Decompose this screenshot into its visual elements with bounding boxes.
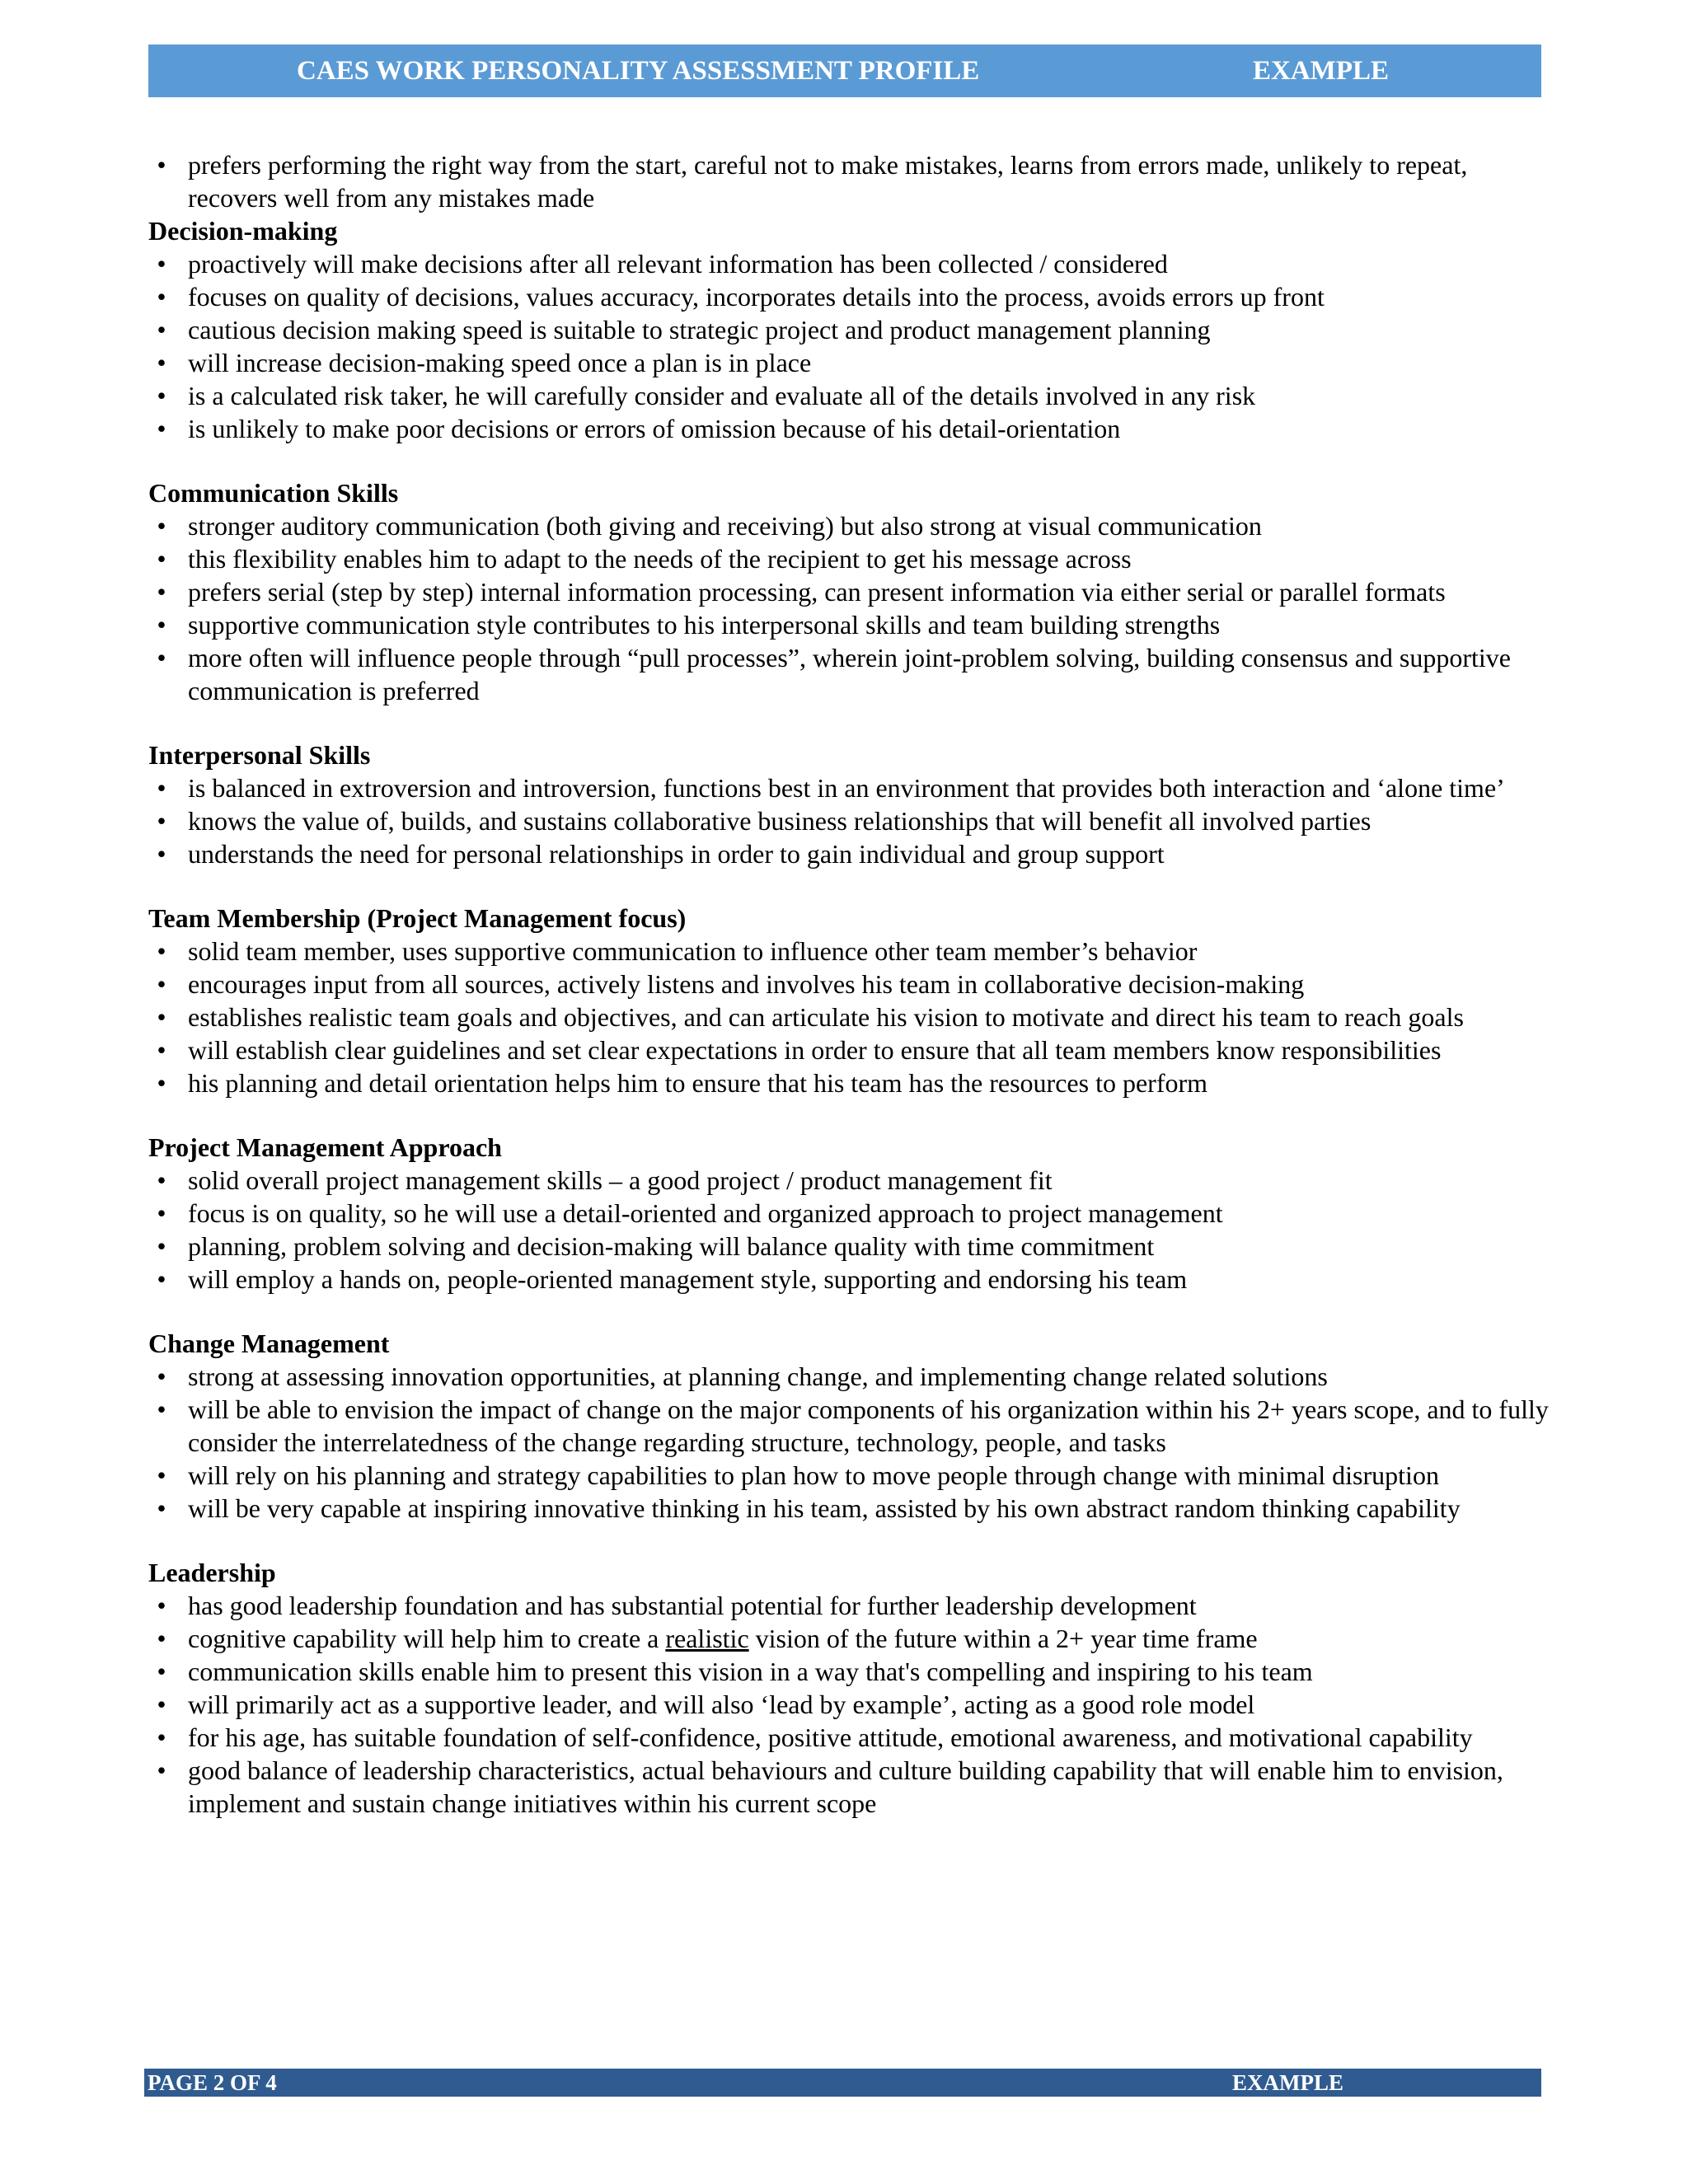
bullet-text: more often will influence people through “pull processes”, wherein joint-problem solving, building consensus and supportive communication is preferred <box>188 643 1511 705</box>
section-heading: Communication Skills <box>148 478 399 508</box>
bullet-icon: • <box>157 1657 166 1686</box>
bullet-text: good balance of leadership characteristics, actual behaviours and culture building capability that will enable him to envision, implement and sustain change initiatives within his current scope <box>188 1755 1503 1818</box>
bullet-list <box>148 935 1550 1099</box>
bullet-icon: • <box>157 1068 166 1098</box>
footer-example-tag: EXAMPLE <box>1232 2070 1343 2095</box>
bullet-icon: • <box>157 1264 166 1294</box>
bullet-text: encourages input from all sources, actively listens and involves his team in collaborative decision-making <box>188 969 1305 999</box>
bullet-item <box>148 1033 1550 1066</box>
bullet-icon: • <box>157 315 166 344</box>
text-segment: cognitive capability will help him to create a <box>188 1624 666 1653</box>
bullet-icon: • <box>157 1394 166 1424</box>
bullet-text: prefers serial (step by step) internal information processing, can present information via either serial or parallel formats <box>188 577 1446 607</box>
bullet-item <box>148 542 1550 575</box>
bullet-item <box>148 1622 1550 1655</box>
bullet-icon: • <box>157 414 166 443</box>
text-segment: vision of the future within a 2+ year time frame <box>748 1624 1258 1653</box>
bullet-text: communication skills enable him to present this vision in a way that's compelling and inspiring to his team <box>188 1657 1313 1686</box>
bullet-item <box>148 509 1550 542</box>
intro-bullet-list <box>148 148 1550 214</box>
bullet-item <box>148 1230 1550 1263</box>
bullet-text: his planning and detail orientation helps him to ensure that his team has the resources to perform <box>188 1068 1208 1098</box>
section-change-management <box>148 1327 1550 1525</box>
bullet-item <box>148 1263 1550 1296</box>
bullet-icon: • <box>157 249 166 279</box>
bullet-icon: • <box>157 511 166 541</box>
bullet-item <box>148 1721 1550 1754</box>
bullet-text: understands the need for personal relationships in order to gain individual and group support <box>188 839 1165 869</box>
bullet-icon: • <box>157 1198 166 1228</box>
bullet-icon: • <box>157 1722 166 1752</box>
bullet-list <box>148 509 1550 707</box>
bullet-icon: • <box>157 1361 166 1391</box>
bullet-item <box>148 1492 1550 1525</box>
bullet-item <box>148 346 1550 379</box>
bullet-item <box>148 1197 1550 1230</box>
bullet-icon: • <box>157 839 166 869</box>
document-body <box>148 148 1550 1851</box>
bullet-item <box>148 412 1550 445</box>
bullet-item <box>148 1754 1550 1820</box>
section-project-management-approach <box>148 1131 1550 1296</box>
bullet-text: this flexibility enables him to adapt to the needs of the recipient to get his message across <box>188 544 1132 574</box>
bullet-text: focuses on quality of decisions, values accuracy, incorporates details into the process, avoids errors up front <box>188 282 1325 312</box>
bullet-icon: • <box>157 282 166 312</box>
bullet-item <box>148 1655 1550 1688</box>
page-number: PAGE 2 OF 4 <box>148 2070 277 2095</box>
bullet-icon: • <box>157 577 166 607</box>
bullet-icon: • <box>157 806 166 836</box>
bullet-text: strong at assessing innovation opportunities, at planning change, and implementing change related solutions <box>188 1361 1328 1391</box>
bullet-icon: • <box>157 969 166 999</box>
section-communication-skills <box>148 476 1550 707</box>
bullet-list <box>148 771 1550 870</box>
bullet-text: will be able to envision the impact of change on the major components of his organization within his 2+ years scope, and to fully consider the interrelatedness of the change regarding structure, technology, people, and tasks <box>188 1394 1549 1457</box>
bullet-item <box>148 247 1550 280</box>
bullet-icon: • <box>157 936 166 966</box>
bullet-item <box>148 1066 1550 1099</box>
bullet-list <box>148 247 1550 445</box>
bullet-text: proactively will make decisions after all relevant information has been collected / considered <box>188 249 1168 279</box>
bullet-icon: • <box>157 1165 166 1195</box>
bullet-list <box>148 1589 1550 1820</box>
section-heading: Leadership <box>148 1558 276 1587</box>
bullet-text: will establish clear guidelines and set clear expectations in order to ensure that all team members know responsibilities <box>188 1035 1442 1065</box>
bullet-icon: • <box>157 1690 166 1719</box>
section-team-membership-project-management-focus <box>148 902 1550 1099</box>
bullet-item <box>148 771 1550 804</box>
bullet-icon: • <box>157 1755 166 1785</box>
bullet-text: will rely on his planning and strategy capabilities to plan how to move people through change with minimal disruption <box>188 1460 1439 1490</box>
bullet-text: focus is on quality, so he will use a detail-oriented and organized approach to project management <box>188 1198 1223 1228</box>
bullet-item <box>148 1459 1550 1492</box>
bullet-item <box>148 1360 1550 1393</box>
bullet-text: will increase decision-making speed once a plan is in place <box>188 348 812 377</box>
underlined-word: realistic <box>665 1624 749 1653</box>
bullet-icon: • <box>157 610 166 640</box>
bullet-item <box>148 804 1550 837</box>
bullet-text: will be very capable at inspiring innovative thinking in his team, assisted by his own abstract random thinking capability <box>188 1493 1461 1523</box>
bullet-icon: • <box>157 643 166 673</box>
bullet-item <box>148 280 1550 313</box>
bullet-item <box>148 641 1550 707</box>
bullet-icon: • <box>157 381 166 410</box>
bullet-icon: • <box>157 1035 166 1065</box>
bullet-item <box>148 575 1550 608</box>
bullet-icon: • <box>157 544 166 574</box>
bullet-item <box>148 1688 1550 1721</box>
section-heading: Team Membership (Project Management focus) <box>148 903 687 933</box>
bullet-item <box>148 379 1550 412</box>
bullet-text: planning, problem solving and decision-making will balance quality with time commitment <box>188 1231 1155 1261</box>
bullet-text: cautious decision making speed is suitable to strategic project and product management planning <box>188 315 1211 344</box>
bullet-item <box>148 148 1550 214</box>
bullet-item <box>148 1164 1550 1197</box>
bullet-text: is balanced in extroversion and introversion, functions best in an environment that provides both interaction and ‘alone time’ <box>188 773 1505 803</box>
bullet-text: has good leadership foundation and has substantial potential for further leadership development <box>188 1591 1197 1620</box>
bullet-item <box>148 1589 1550 1622</box>
bullet-item <box>148 1001 1550 1033</box>
bullet-item <box>148 1393 1550 1459</box>
bullet-text: is unlikely to make poor decisions or errors of omission because of his detail-orientation <box>188 414 1121 443</box>
header-bar <box>148 45 1541 97</box>
bullet-text <box>188 1624 1258 1653</box>
bullet-text: establishes realistic team goals and objectives, and can articulate his vision to motivate and direct his team to reach goals <box>188 1002 1464 1032</box>
document-title: CAES WORK PERSONALITY ASSESSMENT PROFILE <box>297 56 980 86</box>
bullet-icon: • <box>157 150 166 180</box>
bullet-list <box>148 1360 1550 1525</box>
footer-bar <box>144 2069 1541 2097</box>
section-decision-making <box>148 214 1550 445</box>
bullet-text: stronger auditory communication (both giving and receiving) but also strong at visual communication <box>188 511 1262 541</box>
section-interpersonal-skills <box>148 738 1550 870</box>
bullet-icon: • <box>157 1460 166 1490</box>
bullet-text: solid overall project management skills – a good project / product management fit <box>188 1165 1053 1195</box>
bullet-text: will employ a hands on, people-oriented management style, supporting and endorsing his team <box>188 1264 1188 1294</box>
bullet-text: prefers performing the right way from the start, careful not to make mistakes, learns from errors made, unlikely to repeat, recovers well from any mistakes made <box>188 150 1468 213</box>
bullet-list <box>148 1164 1550 1296</box>
bullet-icon: • <box>157 348 166 377</box>
section-heading: Interpersonal Skills <box>148 740 371 770</box>
bullet-text: will primarily act as a supportive leader, and will also ‘lead by example’, acting as a good role model <box>188 1690 1255 1719</box>
bullet-text: knows the value of, builds, and sustains collaborative business relationships that will benefit all involved parties <box>188 806 1372 836</box>
bullet-text: supportive communication style contributes to his interpersonal skills and team building strengths <box>188 610 1221 640</box>
bullet-item <box>148 608 1550 641</box>
bullet-text: is a calculated risk taker, he will carefully consider and evaluate all of the details involved in any risk <box>188 381 1256 410</box>
bullet-item <box>148 935 1550 968</box>
section-heading: Decision-making <box>148 216 338 246</box>
bullet-icon: • <box>157 773 166 803</box>
header-example-tag: EXAMPLE <box>1253 56 1389 86</box>
bullet-item <box>148 837 1550 870</box>
section-leadership <box>148 1556 1550 1820</box>
bullet-icon: • <box>157 1591 166 1620</box>
section-heading: Change Management <box>148 1329 390 1358</box>
bullet-text: for his age, has suitable foundation of self-confidence, positive attitude, emotional awareness, and motivational capability <box>188 1722 1473 1752</box>
bullet-item <box>148 313 1550 346</box>
section-heading: Project Management Approach <box>148 1132 502 1162</box>
bullet-icon: • <box>157 1231 166 1261</box>
bullet-icon: • <box>157 1002 166 1032</box>
bullet-icon: • <box>157 1624 166 1653</box>
bullet-text: solid team member, uses supportive communication to influence other team member’s behavior <box>188 936 1198 966</box>
bullet-icon: • <box>157 1493 166 1523</box>
sections-container <box>148 214 1550 1820</box>
bullet-item <box>148 968 1550 1001</box>
